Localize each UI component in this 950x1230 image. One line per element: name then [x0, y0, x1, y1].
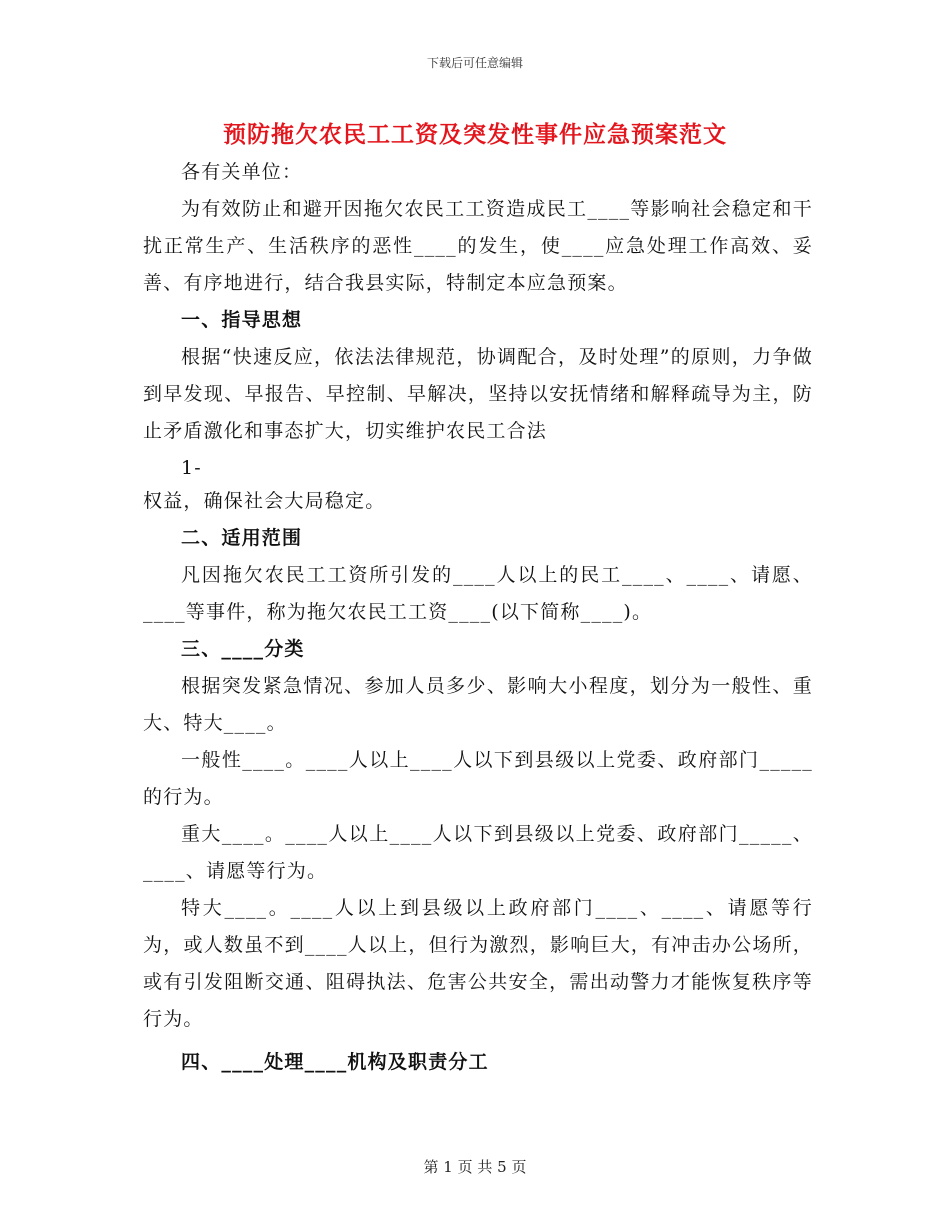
section-heading-4: 四、____处理____机构及职责分工 [181, 1051, 489, 1073]
page-number-footer: 第 1 页 共 5 页 [423, 1158, 527, 1176]
continued-paragraph: 权益，确保社会大局稳定。 [143, 490, 386, 512]
page-break-marker: 1- [181, 457, 202, 479]
header-note: 下载后可任意编辑 [426, 56, 523, 70]
major-level-paragraph: 重大____。____人以上____人以下到县级以上党委、政府部门_____、____、请愿等行为。 [143, 823, 813, 882]
guideline-paragraph: 根据“快速反应，依法法律规范，协调配合，及时处理”的原则，力争做到早发现、早报告、早控制、早解决，坚持以安抚情绪和解释疏导为主，防止矛盾激化和事态扩大，切实维护农民工合法 [143, 346, 813, 442]
document-title: 预防拖欠农民工工资及突发性事件应急预案范文 [223, 121, 727, 148]
scope-paragraph: 凡因拖欠农民工工资所引发的____人以上的民工____、____、请愿、____等事件，称为拖欠农民工工资____(以下简称____)。 [143, 564, 813, 623]
classification-paragraph: 根据突发紧急情况、参加人员多少、影响大小程度，划分为一般性、重大、特大____。 [143, 675, 813, 734]
document-body-part-1 [143, 154, 813, 487]
salutation: 各有关单位： [181, 161, 303, 183]
document-body-part-2 [143, 483, 813, 1081]
section-heading-2: 二、适用范围 [181, 527, 303, 549]
severe-level-paragraph: 特大____。____人以上到县级以上政府部门____、____、请愿等行为，或人数虽不到____人以上，但行为激烈，影响巨大，有冲击办公场所，或有引发阻断交通、阻碍执法、危害公共安全，需出动警力才能恢复秩序等行为。 [143, 897, 813, 1030]
section-heading-1: 一、指导思想 [181, 309, 303, 331]
intro-paragraph: 为有效防止和避开因拖欠农民工工资造成民工____等影响社会稳定和干扰正常生产、生活秩序的恶性____的发生，使____应急处理工作高效、妥善、有序地进行，结合我县实际，特制定本应急预案。 [143, 198, 813, 294]
section-heading-3: 三、____分类 [181, 638, 305, 660]
general-level-paragraph: 一般性____。____人以上____人以下到县级以上党委、政府部门_____的行为。 [143, 749, 813, 808]
